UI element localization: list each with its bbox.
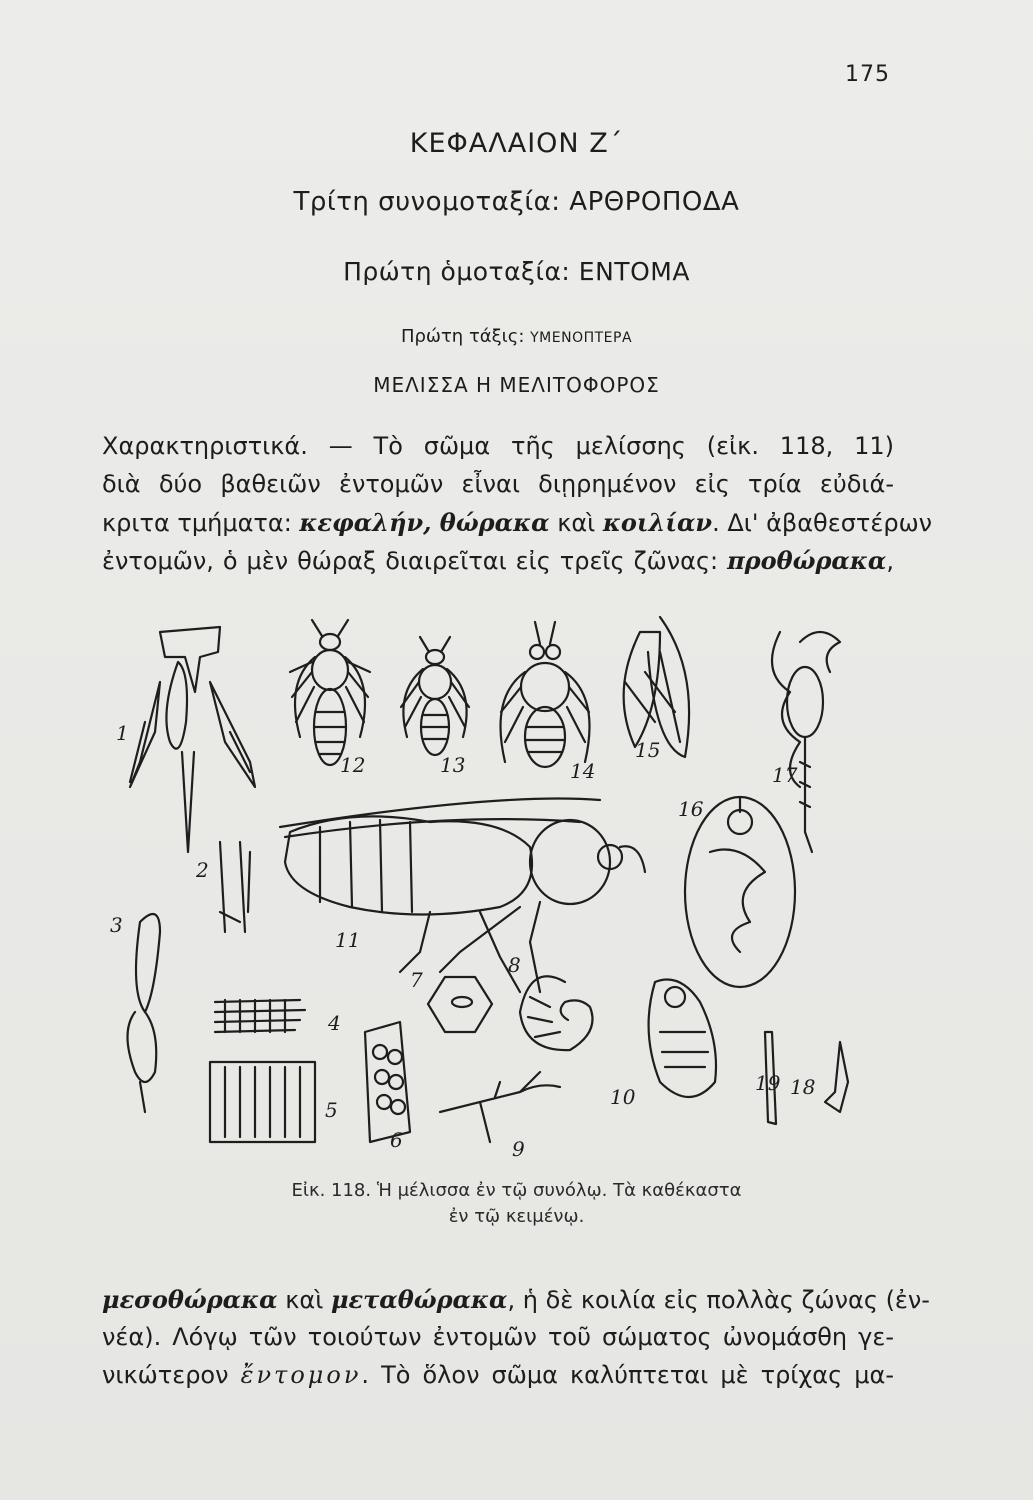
text-fragment: . Τὸ ὅλον σῶμα καλύπτεται μὲ τρίχας μα- (361, 1361, 894, 1389)
figure-label-15: 15 (635, 738, 661, 762)
text-fragment: καὶ (549, 509, 603, 537)
honeycomb-drawing (215, 1000, 305, 1032)
hind-leg-drawing (128, 914, 161, 1112)
sting-apparatus-drawing (772, 632, 840, 852)
bee-illustration (100, 612, 900, 1172)
figure-label-13: 13 (440, 753, 466, 777)
paragraph-2-line-3 (102, 1361, 894, 1389)
paragraph-2-line-2: νέα). Λόγῳ τῶν τοιούτων ἐντομῶν τοῦ σώματος ὠνομάσθη γε- (102, 1323, 894, 1351)
drone-bee-drawing (501, 622, 590, 767)
paragraph-1-line-3 (102, 508, 933, 537)
figure-caption-line-2: ἐν τῷ κειμένῳ. (448, 1206, 585, 1227)
paragraph-1-line-2: διὰ δύο βαθειῶν ἐντομῶν εἶναι διῃρημένον εἰς τρία εὐδιά- (102, 470, 894, 498)
wax-cells-drawing (365, 1022, 410, 1142)
paragraph-1-line-1: Χαρακτηριστικά. — Τὸ σῶμα τῆς μελίσσης (εἰκ. 118, 11) (102, 432, 894, 460)
order-name: ΥΜΕΝΟΠΤΕΡΑ (530, 330, 633, 346)
branch-drawing (440, 1072, 560, 1142)
larva-in-cell-drawing (685, 797, 795, 987)
bee-side-view-drawing (280, 799, 645, 992)
figure-caption-line-1: Εἰκ. 118. Ἡ μέλισσα ἐν τῷ συνόλῳ. Τὰ καθέκαστα (291, 1180, 742, 1201)
emphasis-mesothorax: μεσοθώρακα (102, 1285, 278, 1314)
chapter-title: ΚΕΦΑΛΑΙΟΝ Ζ΄ (409, 128, 624, 159)
figure-label-19: 19 (755, 1071, 781, 1095)
figure-label-10: 10 (610, 1085, 636, 1109)
paragraph-2-line-1 (102, 1285, 930, 1314)
figure-label-4: 4 (328, 1011, 341, 1035)
emphasis-metathorax: μεταθώρακα (330, 1285, 508, 1314)
figure-label-3: 3 (110, 913, 123, 937)
phylum-heading: Τρίτη συνομοταξία: ΑΡΘΡΟΠΟΔΑ (293, 187, 740, 217)
figure-label-18: 18 (790, 1075, 816, 1099)
figure-label-16: 16 (678, 797, 704, 821)
figure-label-6: 6 (390, 1128, 403, 1152)
worker-bee-drawing (401, 637, 469, 755)
comb-section-drawing (210, 1062, 315, 1142)
queen-bee-drawing (290, 620, 370, 765)
figure-label-8: 8 (508, 953, 521, 977)
text-fragment: καὶ (277, 1286, 331, 1314)
figure-label-7: 7 (410, 968, 423, 992)
text-fragment: , (886, 547, 894, 575)
tongue-drawing (220, 842, 250, 932)
text-fragment: κριτα τμήματα: (102, 509, 300, 537)
figure-label-2: 2 (196, 858, 209, 882)
page-number: 175 (845, 62, 890, 87)
emphasis-head-thorax: κεφαλήν, θώρακα (299, 508, 550, 537)
figure-label-17: 17 (772, 763, 798, 787)
emphasis-entomon: ἔντομον (240, 1361, 362, 1389)
figure-label-12: 12 (340, 753, 366, 777)
figure-label-11: 11 (335, 928, 361, 952)
emphasis-abdomen: κοιλίαν (602, 508, 713, 537)
wings-drawing (624, 617, 689, 757)
hexagon-cell-drawing (428, 977, 492, 1032)
figure-label-14: 14 (570, 759, 596, 783)
mouthparts-drawing (130, 627, 255, 852)
figure-label-9: 9 (512, 1137, 525, 1161)
text-fragment: ἐντομῶν, ὁ μὲν θώραξ διαιρεῖται εἰς τρεῖς ζῶνας: (102, 547, 728, 575)
class-heading: Πρώτη ὁμοταξία: ΕΝΤΟΜΑ (343, 257, 690, 286)
figure-label-5: 5 (325, 1098, 338, 1122)
figure-label-1: 1 (116, 721, 129, 745)
paragraph-1-line-4 (102, 546, 894, 575)
species-heading: ΜΕΛΙΣΣΑ Η ΜΕΛΙΤΟΦΟΡΟΣ (373, 373, 660, 397)
bee-illustration-figure (100, 612, 900, 1172)
order-prefix: Πρώτη τάξις: (400, 326, 531, 347)
text-fragment: . Δι' ἀβαθεστέρων (712, 509, 933, 537)
text-fragment: , ἡ δὲ κοιλία εἰς πολλὰς ζώνας (ἐν- (507, 1286, 930, 1314)
text-fragment: νικώτερον (102, 1361, 241, 1389)
emphasis-prothorax: προθώρακα (727, 546, 887, 575)
order-heading (0, 326, 1033, 347)
curled-larva-drawing (520, 976, 593, 1050)
pupa-drawing (649, 980, 716, 1098)
